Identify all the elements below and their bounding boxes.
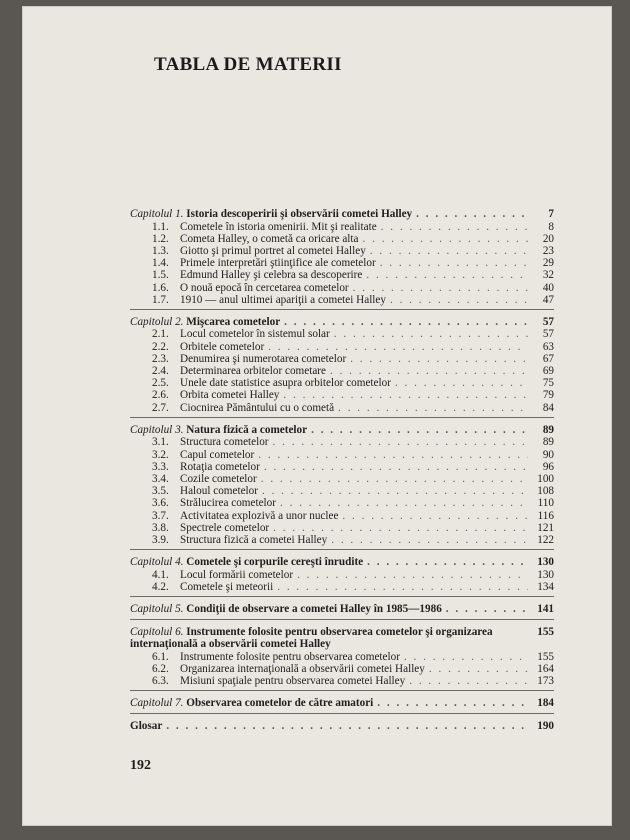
section-item[interactable] xyxy=(130,651,554,663)
chapter-title: Observarea cometelor de către amatori xyxy=(186,697,374,710)
divider xyxy=(130,309,554,310)
section-title: Cometele şi meteorii xyxy=(180,580,274,593)
leader-dots xyxy=(416,208,528,221)
leader-dots xyxy=(395,377,528,389)
chapter-heading-text xyxy=(130,697,373,710)
section-number: 1.7. xyxy=(152,293,169,306)
section-page: 155 xyxy=(537,650,554,663)
leader-dots xyxy=(273,522,528,534)
section-title: Strălucirea cometelor xyxy=(180,497,276,510)
section-item[interactable] xyxy=(130,473,554,485)
chapter-title: Cometele şi corpurile cereşti înrudite xyxy=(186,556,364,569)
leader-dots xyxy=(367,556,528,569)
chapter-block xyxy=(130,424,554,550)
chapter-heading-text xyxy=(130,603,442,616)
section-number: 3.9. xyxy=(152,533,169,546)
section-item[interactable] xyxy=(130,389,554,401)
section-page: 84 xyxy=(542,401,554,414)
leader-dots xyxy=(331,534,528,546)
chapter-heading[interactable] xyxy=(130,208,554,221)
section-title: Misiuni spaţiale pentru observarea cometei Halley xyxy=(180,674,406,687)
section-title: Cometele în istoria omenirii. Mit şi realitate xyxy=(180,220,377,233)
section-number: 2.5. xyxy=(152,377,169,390)
section-number: 2.6. xyxy=(152,389,169,402)
divider xyxy=(130,690,554,691)
leader-dots xyxy=(370,245,528,257)
section-title: Capul cometelor xyxy=(180,448,255,461)
chapter-title: Istoria descoperirii şi observării cometei Halley xyxy=(186,208,413,220)
chapter-label: Capitolul 2. xyxy=(130,315,184,328)
section-title: Unele date statistice asupra orbitelor cometelor xyxy=(180,377,391,390)
section-item[interactable] xyxy=(130,245,554,257)
section-number: 2.2. xyxy=(152,340,169,353)
glossary-entry[interactable] xyxy=(130,720,554,733)
section-title: O nouă epocă în cercetarea cometelor xyxy=(180,281,349,294)
chapter-heading[interactable] xyxy=(130,316,554,329)
divider xyxy=(130,549,554,550)
section-item[interactable] xyxy=(130,461,554,473)
section-item[interactable] xyxy=(130,675,554,687)
chapter-label: Capitolul 6. xyxy=(130,625,184,638)
section-number: 1.6. xyxy=(152,281,169,294)
section-page: 67 xyxy=(542,352,554,365)
section-item[interactable] xyxy=(130,485,554,497)
section-title: Activitatea explozivă a unor nuclee xyxy=(180,509,339,522)
chapter-heading[interactable] xyxy=(130,556,554,569)
chapter-title: Natura fizică a cometelor xyxy=(186,423,308,436)
section-number: 4.1. xyxy=(152,568,169,581)
divider xyxy=(130,619,554,620)
chapter-block xyxy=(130,556,554,597)
section-page: 32 xyxy=(542,269,554,282)
section-page: 122 xyxy=(537,533,554,546)
section-number: 2.1. xyxy=(152,328,169,341)
leader-dots xyxy=(334,328,528,340)
chapter-block xyxy=(130,697,554,714)
leader-dots xyxy=(283,389,528,401)
section-item[interactable] xyxy=(130,233,554,245)
leader-dots xyxy=(280,497,528,509)
section-page: 23 xyxy=(542,244,554,257)
section-page: 110 xyxy=(537,497,554,510)
section-title: Structura cometelor xyxy=(180,436,269,449)
chapter-page: 155 xyxy=(537,625,554,638)
chapter-heading[interactable] xyxy=(130,626,554,651)
section-number: 1.2. xyxy=(152,232,169,245)
show-through-text xyxy=(292,66,602,206)
leader-dots xyxy=(381,221,528,233)
section-item[interactable] xyxy=(130,497,554,509)
section-number: 1.4. xyxy=(152,257,169,270)
section-number: 2.4. xyxy=(152,365,169,378)
section-item[interactable] xyxy=(130,663,554,675)
section-title: Spectrele cometelor xyxy=(180,521,270,534)
section-item[interactable] xyxy=(130,269,554,281)
leader-dots xyxy=(446,603,528,616)
chapter-label: Capitolul 4. xyxy=(130,556,184,569)
section-number: 3.5. xyxy=(152,485,169,498)
section-item[interactable] xyxy=(130,341,554,353)
section-number: 3.7. xyxy=(152,509,169,522)
leader-dots xyxy=(262,485,528,497)
section-item[interactable] xyxy=(130,294,554,306)
section-title: Locul cometelor în sistemul solar xyxy=(180,328,330,341)
section-item[interactable] xyxy=(130,221,554,233)
section-item[interactable] xyxy=(130,353,554,365)
section-page: 134 xyxy=(537,580,554,593)
chapter-block xyxy=(130,626,554,692)
section-page: 20 xyxy=(542,232,554,245)
section-title: Instrumente folosite pentru observarea cometelor xyxy=(180,650,400,663)
section-number: 3.6. xyxy=(152,497,169,510)
section-number: 1.1. xyxy=(152,220,169,233)
section-item[interactable] xyxy=(130,282,554,294)
leader-dots xyxy=(273,436,528,448)
section-item[interactable] xyxy=(130,534,554,546)
section-title: 1910 — anul ultimei apariţii a cometei Halley xyxy=(180,293,386,306)
page-number: 192 xyxy=(130,758,151,773)
section-title: Locul formării cometelor xyxy=(180,568,294,581)
section-title: Organizarea internaţională a observării cometei Halley xyxy=(180,662,425,675)
section-page: 57 xyxy=(542,328,554,341)
section-page: 79 xyxy=(542,389,554,402)
leader-dots xyxy=(284,316,528,329)
glossary-title: Glosar xyxy=(130,719,163,732)
leader-dots xyxy=(338,402,528,414)
leader-dots xyxy=(363,233,529,245)
section-page: 100 xyxy=(537,472,554,485)
leader-dots xyxy=(409,675,528,687)
section-item[interactable] xyxy=(130,328,554,340)
leader-dots xyxy=(342,510,528,522)
section-item[interactable] xyxy=(130,510,554,522)
section-number: 6.1. xyxy=(152,650,169,663)
section-number: 3.3. xyxy=(152,460,169,473)
leader-dots xyxy=(330,365,528,377)
section-title: Edmund Halley şi celebra sa descoperire xyxy=(180,269,363,282)
section-number: 2.7. xyxy=(152,401,169,414)
section-page: 75 xyxy=(542,377,554,390)
section-title: Determinarea orbitelor cometare xyxy=(180,365,326,378)
section-item[interactable] xyxy=(130,377,554,389)
section-page: 164 xyxy=(537,662,554,675)
section-page: 47 xyxy=(542,293,554,306)
leader-dots xyxy=(258,449,528,461)
chapter-label: Capitolul 7. xyxy=(130,697,184,710)
page-title: TABLA DE MATERII xyxy=(154,54,342,75)
section-title: Structura fizică a cometei Halley xyxy=(180,533,328,546)
section-page: 8 xyxy=(548,220,554,233)
chapter-heading[interactable] xyxy=(130,697,554,710)
chapter-title: Mişcarea cometelor xyxy=(186,315,281,328)
section-page: 96 xyxy=(542,460,554,473)
leader-dots xyxy=(390,294,528,306)
leader-dots xyxy=(264,461,528,473)
section-item[interactable] xyxy=(130,449,554,461)
section-number: 2.3. xyxy=(152,352,169,365)
section-page: 116 xyxy=(537,509,554,522)
divider xyxy=(130,713,554,714)
section-title: Orbita cometei Halley xyxy=(180,389,280,402)
leader-dots xyxy=(377,697,528,710)
chapter-title: Instrumente folosite pentru observarea cometelor şi organizarea internaţională a observării cometei Halley xyxy=(130,625,493,651)
section-title: Haloul cometelor xyxy=(180,485,258,498)
section-page: 173 xyxy=(537,674,554,687)
section-number: 4.2. xyxy=(152,580,169,593)
leader-dots xyxy=(166,720,528,733)
section-title: Cometa Halley, o cometă ca oricare alta xyxy=(180,232,359,245)
leader-dots xyxy=(404,651,528,663)
section-page: 69 xyxy=(542,365,554,378)
section-number: 1.3. xyxy=(152,244,169,257)
section-title: Giotto şi primul portret al cometei Halley xyxy=(180,244,366,257)
section-item[interactable] xyxy=(130,365,554,377)
section-page: 130 xyxy=(537,568,554,581)
section-page: 108 xyxy=(537,485,554,498)
section-page: 89 xyxy=(542,436,554,449)
section-title: Ciocnirea Pământului cu o cometă xyxy=(180,401,335,414)
section-number: 6.2. xyxy=(152,662,169,675)
chapter-heading[interactable] xyxy=(130,603,554,616)
chapter-label: Capitolul 1. xyxy=(130,208,184,220)
chapter-heading-text xyxy=(130,208,412,221)
section-number: 6.3. xyxy=(152,674,169,687)
chapter-page: 89 xyxy=(542,423,554,436)
section-title: Primele interpretări ştiinţifice ale cometelor xyxy=(180,257,376,270)
section-page: 29 xyxy=(542,257,554,270)
glossary-page: 190 xyxy=(537,719,554,732)
chapter-heading-text xyxy=(130,316,280,329)
chapter-heading-text xyxy=(130,424,307,437)
divider xyxy=(130,596,554,597)
chapter-heading-text xyxy=(130,556,363,569)
section-title: Cozile cometelor xyxy=(180,472,257,485)
leader-dots xyxy=(353,282,528,294)
leader-dots xyxy=(380,257,528,269)
section-page: 90 xyxy=(542,448,554,461)
leader-dots xyxy=(429,663,528,675)
chapter-block xyxy=(130,316,554,418)
section-number: 3.4. xyxy=(152,472,169,485)
section-item[interactable] xyxy=(130,402,554,414)
chapter-block xyxy=(130,603,554,620)
section-number: 1.5. xyxy=(152,269,169,282)
leader-dots xyxy=(268,341,528,353)
section-page: 121 xyxy=(537,521,554,534)
section-title: Denumirea şi numerotarea cometelor xyxy=(180,352,347,365)
leader-dots xyxy=(366,269,528,281)
divider xyxy=(130,417,554,418)
section-item[interactable] xyxy=(130,522,554,534)
section-title: Rotaţia cometelor xyxy=(180,460,260,473)
section-item[interactable] xyxy=(130,436,554,448)
section-item[interactable] xyxy=(130,257,554,269)
chapter-heading[interactable] xyxy=(130,424,554,437)
chapter-heading-text xyxy=(130,626,524,651)
table-of-contents xyxy=(130,208,554,732)
chapter-page: 184 xyxy=(537,697,554,710)
leader-dots xyxy=(350,353,528,365)
chapter-page: 57 xyxy=(542,315,554,328)
section-number: 3.2. xyxy=(152,448,169,461)
section-page: 40 xyxy=(542,281,554,294)
section-page: 63 xyxy=(542,340,554,353)
chapter-label: Capitolul 5. xyxy=(130,603,184,616)
chapter-page: 130 xyxy=(537,556,554,569)
section-item[interactable] xyxy=(130,581,554,593)
section-title: Orbitele cometelor xyxy=(180,340,265,353)
section-number: 3.8. xyxy=(152,521,169,534)
section-number: 3.1. xyxy=(152,436,169,449)
chapter-label: Capitolul 3. xyxy=(130,423,184,436)
section-item[interactable] xyxy=(130,569,554,581)
chapter-block xyxy=(130,208,554,310)
leader-dots xyxy=(261,473,528,485)
leader-dots xyxy=(297,569,528,581)
book-page xyxy=(22,6,612,826)
leader-dots xyxy=(277,581,528,593)
chapter-title: Condiţii de observare a cometei Halley în 1985—1986 xyxy=(186,603,442,616)
chapter-page: 141 xyxy=(537,603,554,616)
leader-dots xyxy=(311,424,528,437)
chapter-page: 7 xyxy=(548,208,554,220)
